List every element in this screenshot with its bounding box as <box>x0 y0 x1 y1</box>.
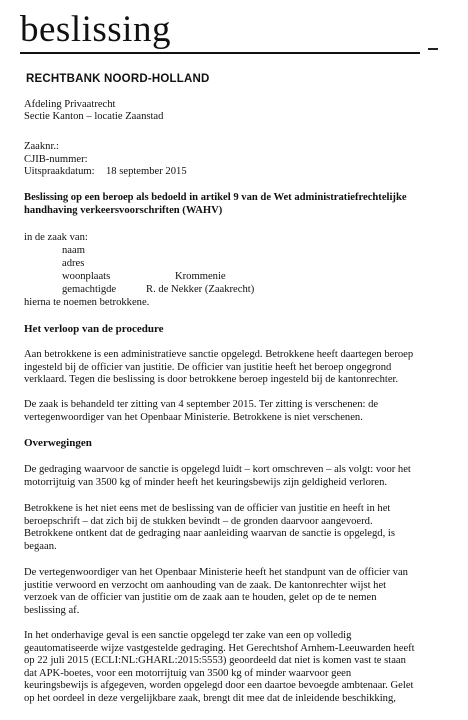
paragraph-procedure-2: De zaak is behandeld ter zitting van 4 september 2015. Ter zitting is verschenen: de vertegenwoordiger van het Openbaar Ministerie. Betrokkene is niet verschenen. <box>24 399 379 423</box>
paragraph-considerations-3: De vertegenwoordiger van het Openbaar Ministerie heeft het standpunt van de officier van justitie verwoord en verzocht om aanhouding van de zaak. De kantonrechter wijst het verzoek van de officier van justitie om de zaak aan te houden, gelet op de te nemen beslissing af. <box>24 567 408 616</box>
section-heading-procedure: Het verloop van de procedure <box>24 323 164 335</box>
document-title: beslissing <box>20 9 171 50</box>
section-heading-considerations: Overwegingen <box>24 437 92 449</box>
paragraph-procedure-1: Aan betrokkene is een administratieve sanctie opgelegd. Betrokkene heeft daartegen beroep ingesteld bij de officier van justitie. De officier van justitie heeft het beroep ongegrond verklaard. Tegen die beslissing is door betrokkene beroep ingesteld bij de kantonrechter. <box>24 349 414 386</box>
title-underline-dash <box>428 48 438 50</box>
decision-heading: Beslissing op een beroep als bedoeld in artikel 9 van de Wet administratiefrechtelijke handhaving verkeersvoorschriften (WAHV) <box>24 192 407 216</box>
paragraph-considerations-2: Betrokkene is het niet eens met de beslissing van de officier van justitie en heeft in het beroepschrift – dat zich bij de stukken bevindt – de gronden daarvoor aangevoerd. Betrokkene ontkent dat de gedraging naar aanleiding waarvan de sanctie is opgelegd, is begaan. <box>24 503 395 552</box>
party-representative-value: R. de Nekker (Zaakrecht) <box>146 284 255 295</box>
cjib-number-label: CJIB-nummer: <box>24 154 88 165</box>
case-number-label: Zaaknr.: <box>24 141 60 152</box>
party-representative-label: gemachtigde <box>62 284 117 295</box>
party-residence-label: woonplaats <box>62 271 111 282</box>
party-address-label: adres <box>62 258 85 269</box>
party-name-label: naam <box>62 245 85 256</box>
paragraph-considerations-1: De gedraging waarvoor de sanctie is opgelegd luidt – kort omschreven – als volgt: voor het motorrijtuig van 3500 kg of minder heeft het keuringsbewijs zijn geldigheid verloren. <box>24 464 411 488</box>
party-residence-value: Krommenie <box>175 271 226 282</box>
paragraph-considerations-4: In het onderhavige geval is een sanctie opgelegd ter zake van een op volledig geautomatiseerde wijze vastgestelde gedraging. Het Gerechtshof Arnhem-Leeuwarden heeft op 22 juli 2015 (ECLI:NL:GHARL:2015:5553) geoordeeld dat niet is komen vast te staan dat APK-boetes, voor een motorrijtuig van 3500 kg of minder waarvoor geen keuringsbewijs is afgegeven, worden opgelegd door een daartoe bevoegde ambtenaar. Gelet op het oordeel in deze vergelijkbare zaak, brengt dit mee dat de inleidende beschikking, <box>24 630 415 704</box>
title-underline <box>20 52 420 54</box>
ruling-date: 18 september 2015 <box>106 166 187 177</box>
department: Afdeling Privaatrecht <box>24 99 116 110</box>
ruling-date-label: Uitspraakdatum: <box>24 166 95 177</box>
court-name: RECHTBANK NOORD-HOLLAND <box>26 73 210 85</box>
section-location: Sectie Kanton – locatie Zaanstad <box>24 111 164 122</box>
in-case-of: in de zaak van: <box>24 232 88 243</box>
hereinafter-text: hierna te noemen betrokkene. <box>24 297 150 308</box>
